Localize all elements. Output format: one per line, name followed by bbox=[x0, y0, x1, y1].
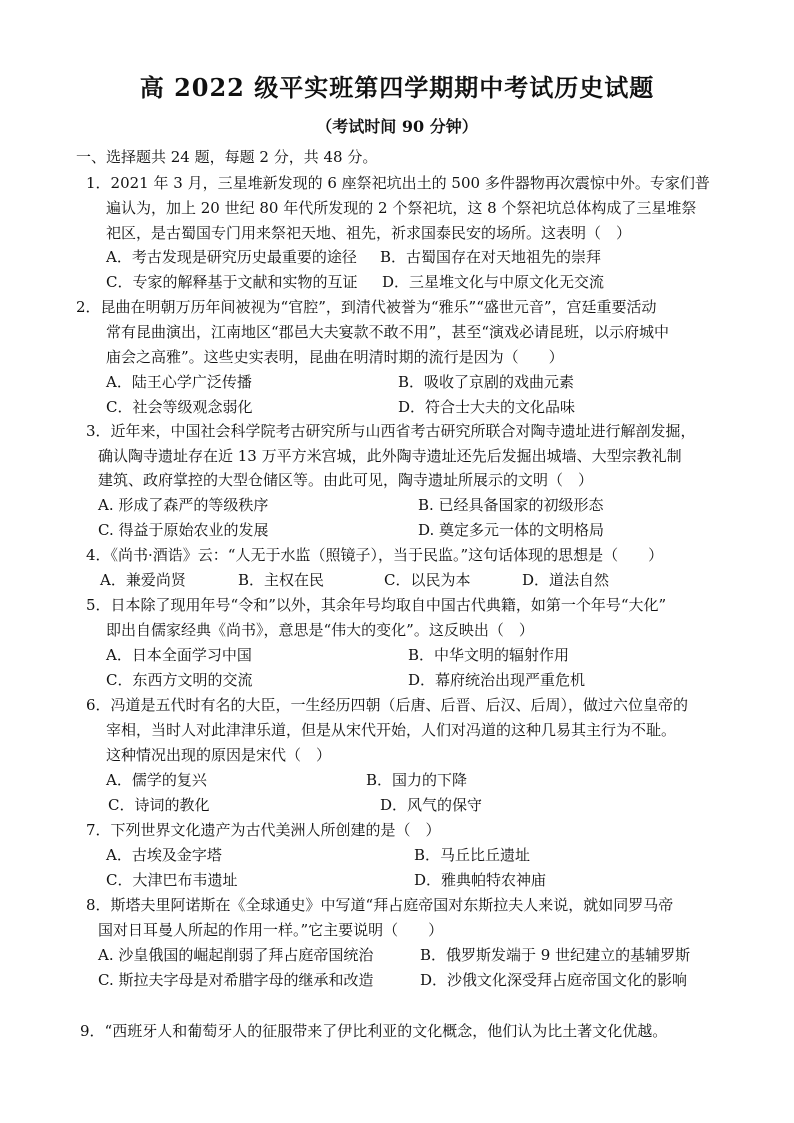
question-5-option-d: D．幕府统治出现严重危机 bbox=[408, 671, 586, 689]
question-8-option-b: B．俄罗斯发端于 9 世纪建立的基辅罗斯 bbox=[420, 946, 691, 964]
question-1-line-2: 遍认为，加上 20 世纪 80 年代所发现的 2 个祭祀坑，这 8 个祭祀坑总体构成了三星堆祭 bbox=[106, 199, 697, 217]
question-8-option-a: A. 沙皇俄国的崛起削弱了拜占庭帝国统治 bbox=[98, 946, 374, 964]
question-5-option-c: C．东西方文明的交流 bbox=[106, 671, 253, 689]
question-4-line-1: 4．《尚书·酒诰》云：“人无于水监（照镜子），当于民监。”这句话体现的思想是（ ） bbox=[86, 546, 664, 564]
question-3-line-3: 建筑、政府掌控的大型仓储区等。由此可见，陶寺遗址所展示的文明（ ） bbox=[98, 471, 594, 489]
question-8-option-d: D．沙俄文化深受拜占庭帝国文化的影响 bbox=[420, 971, 688, 989]
question-1-line-1: 1．2021 年 3 月，三星堆新发现的 6 座祭祀坑出土的 500 多件器物再次震惊中外。专家们普 bbox=[86, 174, 710, 192]
question-5-line-2: 即出自儒家经典《尚书》，意思是“伟大的变化”。这反映出（ ） bbox=[106, 621, 534, 639]
question-2-option-c: C．社会等级观念弱化 bbox=[106, 398, 253, 416]
exam-duration: （考试时间 90 分钟） bbox=[316, 117, 478, 136]
question-2-line-1: 2．昆曲在明朝万历年间被视为“官腔”，到清代被誉为“雅乐”“盛世元音”，宫廷重要活动 bbox=[76, 298, 657, 316]
question-6-line-1: 6．冯道是五代时有名的大臣，一生经历四朝（后唐、后晋、后汉、后周），做过六位皇帝的 bbox=[86, 696, 689, 714]
question-6-option-b: B．国力的下降 bbox=[366, 771, 468, 789]
question-1-option-a: A．考古发现是研究历史最重要的途径 bbox=[106, 248, 357, 266]
question-5-option-a: A．日本全面学习中国 bbox=[106, 646, 252, 664]
question-5-option-b: B．中华文明的辐射作用 bbox=[408, 646, 570, 664]
question-4-option-d: D．道法自然 bbox=[522, 571, 610, 589]
section-heading: 一、选择题共 24 题，每题 2 分，共 48 分。 bbox=[76, 148, 378, 166]
question-4-option-c: C．以民为本 bbox=[384, 571, 471, 589]
question-2-option-a: A．陆王心学广泛传播 bbox=[106, 373, 252, 391]
question-6-option-a: A．儒学的复兴 bbox=[106, 771, 207, 789]
question-8-line-1: 8．斯塔夫里阿诺斯在《全球通史》中写道“拜占庭帝国对东斯拉夫人来说，就如同罗马帝 bbox=[86, 896, 674, 914]
question-7-option-c: C．大津巴布韦遗址 bbox=[106, 871, 238, 889]
question-8-option-c: C. 斯拉夫字母是对希腊字母的继承和改造 bbox=[98, 971, 374, 989]
question-1-option-c: C．专家的解释基于文献和实物的互证 bbox=[106, 273, 358, 291]
question-6-line-3: 这种情况出现的原因是宋代（ ） bbox=[106, 746, 332, 764]
question-1-option-d: D．三星堆文化与中原文化无交流 bbox=[382, 273, 605, 291]
question-4-option-a: A．兼爱尚贤 bbox=[100, 571, 186, 589]
question-2-line-3: 庙会之高雅”。这些史实表明，昆曲在明清时期的流行是因为（ ） bbox=[106, 348, 564, 366]
question-6-option-d: D．风气的保守 bbox=[380, 796, 483, 814]
question-8-line-2: 国对日耳曼人所起的作用一样。”它主要说明（ ） bbox=[98, 921, 444, 939]
question-4-option-b: B．主权在民 bbox=[238, 571, 325, 589]
question-7-option-b: B．马丘比丘遗址 bbox=[414, 846, 531, 864]
question-6-line-2: 宰相，当时人对此津津乐道，但是从宋代开始，人们对冯道的这种几易其主行为不耻。 bbox=[106, 721, 677, 739]
question-1-option-b: B．古蜀国存在对天地祖先的崇拜 bbox=[380, 248, 602, 266]
question-1-line-3: 祀区，是古蜀国专门用来祭祀天地、祖先，祈求国泰民安的场所。这表明（ ） bbox=[106, 224, 632, 242]
question-7-option-a: A．古埃及金字塔 bbox=[106, 846, 222, 864]
question-5-line-1: 5．日本除了现用年号“令和”以外，其余年号均取自中国古代典籍，如第一个年号“大化” bbox=[86, 596, 667, 614]
question-3-line-1: 3．近年来，中国社会科学院考古研究所与山西省考古研究所联合对陶寺遗址进行解剖发掘， bbox=[86, 422, 696, 440]
question-3-option-d: D. 奠定多元一体的文明格局 bbox=[418, 521, 605, 539]
question-7-line-1: 7．下列世界文化遗产为古代美洲人所创建的是（ ） bbox=[86, 821, 441, 839]
question-3-option-a: A. 形成了森严的等级秩序 bbox=[98, 496, 269, 514]
question-3-line-2: 确认陶寺遗址存在近 13 万平方米宫城，此外陶寺遗址还先后发掘出城墙、大型宗教礼制 bbox=[98, 447, 682, 465]
question-6-option-c: C．诗词的教化 bbox=[108, 796, 210, 814]
question-3-option-c: C. 得益于原始农业的发展 bbox=[98, 521, 269, 539]
question-3-option-b: B. 已经具备国家的初级形态 bbox=[418, 496, 604, 514]
question-7-option-d: D．雅典帕特农神庙 bbox=[414, 871, 547, 889]
question-2-option-d: D．符合士大夫的文化品味 bbox=[398, 398, 576, 416]
exam-title: 高 2022 级平实班第四学期期中考试历史试题 bbox=[139, 73, 655, 102]
question-2-line-2: 常有昆曲演出，江南地区“郡邑大夫宴款不敢不用”，甚至“演戏必请昆班，以示府城中 bbox=[106, 323, 670, 341]
question-2-option-b: B．吸收了京剧的戏曲元素 bbox=[398, 373, 575, 391]
question-9-line-1: 9．“西班牙人和葡萄牙人的征服带来了伊比利亚的文化概念，他们认为比土著文化优越。 bbox=[80, 1022, 668, 1040]
